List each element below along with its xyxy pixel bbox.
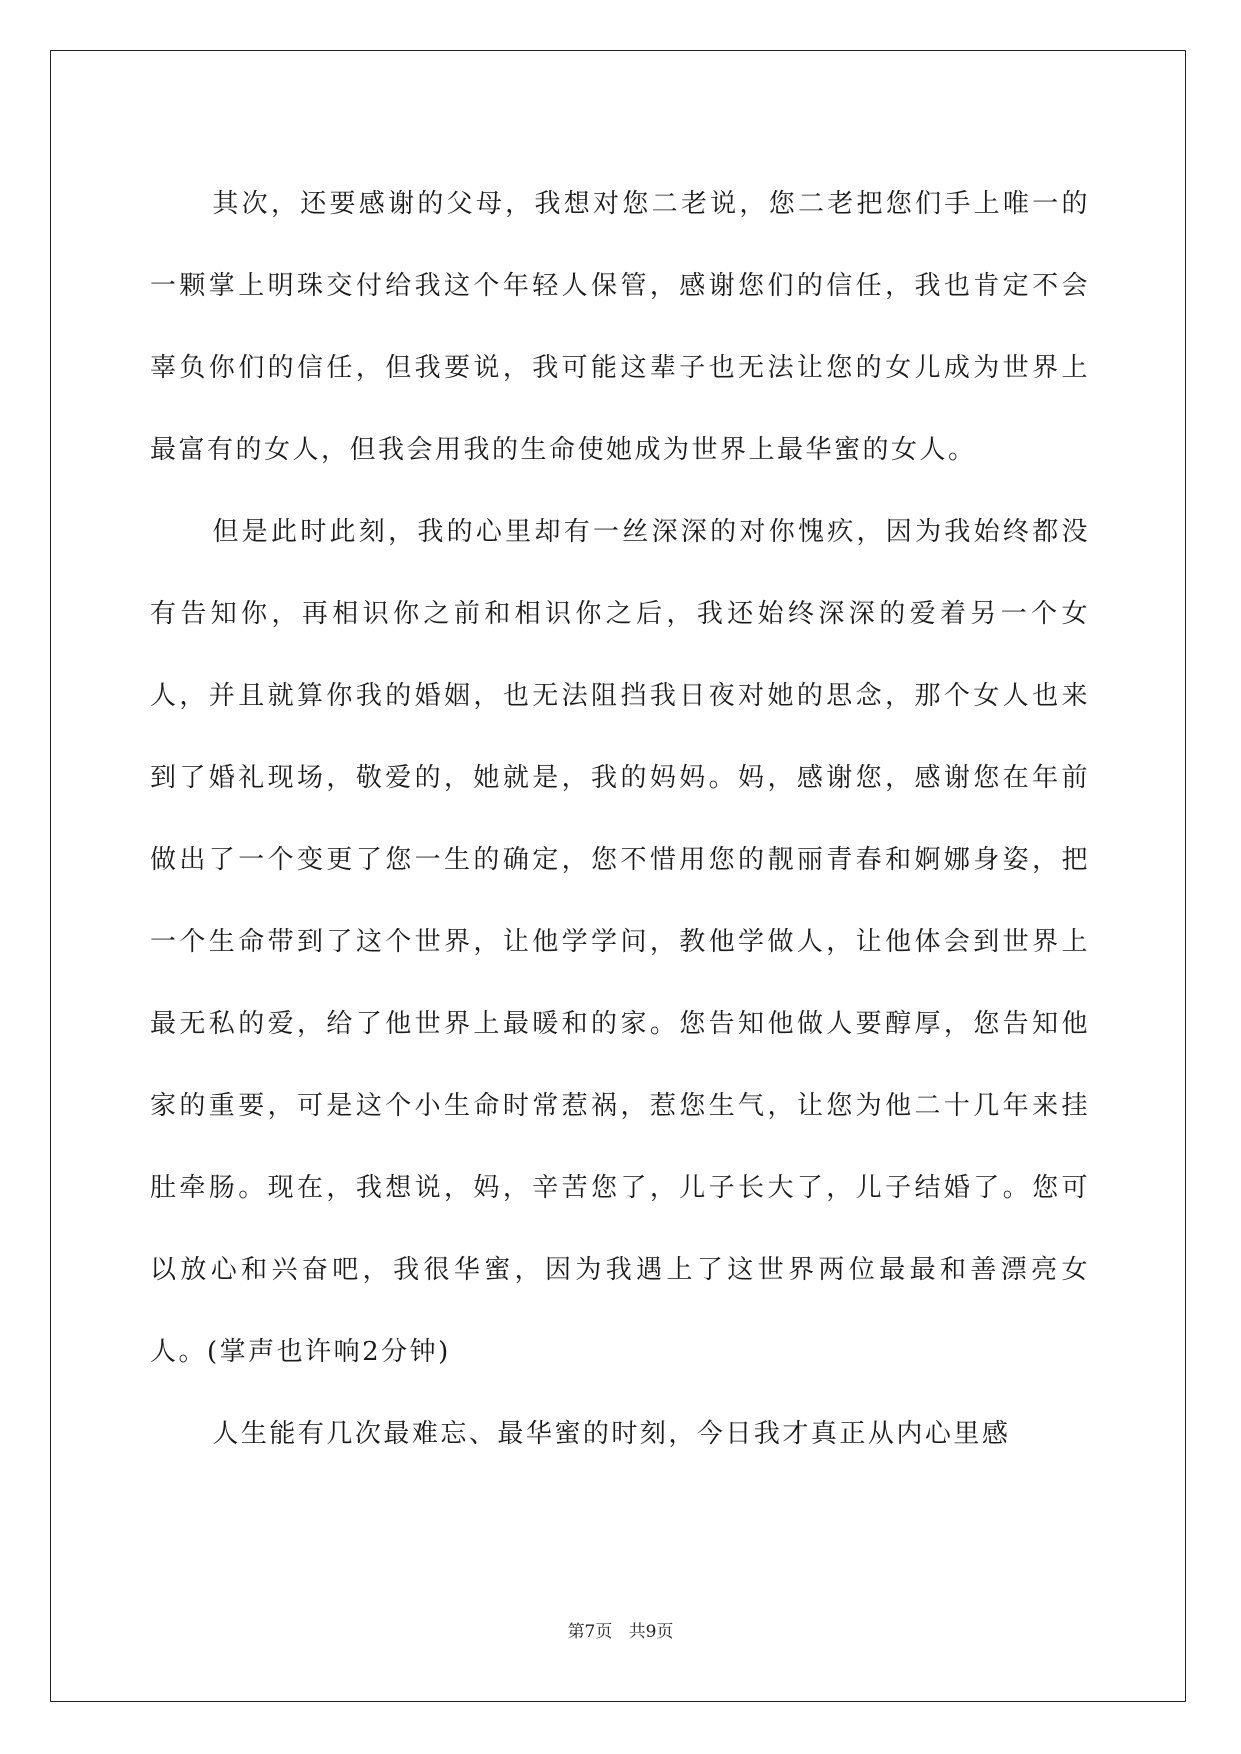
paragraph-closing: 人生能有几次最难忘、最华蜜的时刻，今日我才真正从内心里感 — [212, 1419, 1011, 1449]
page-number: 第7页 — [567, 1622, 613, 1642]
page-footer — [0, 1617, 1241, 1642]
page-total: 共9页 — [628, 1622, 674, 1642]
footer-gap — [612, 1622, 628, 1642]
document-body — [150, 163, 1090, 1475]
paragraph-thanks-parents: 其次，还要感谢的父母，我想对您二老说，您二老把您们手上唯一的一颗掌上明珠交付给我这个年轻人保管，感谢您们的信任，我也肯定不会辜负你们的信任，但我要说，我可能这辈子也无法让您的女儿成为世界上最富有的女人，但我会用我的生命使她成为世界上最华蜜的女人。 — [150, 189, 1090, 465]
paragraph-thanks-mother: 但是此时此刻，我的心里却有一丝深深的对你愧疚，因为我始终都没有告知你，再相识你之前和相识你之后，我还始终深深的爱着另一个女人，并且就算你我的婚姻，也无法阻挡我日夜对她的思念，那个女人也来到了婚礼现场，敬爱的，她就是，我的妈妈。妈，感谢您，感谢您在年前做出了一个变更了您一生的确定，您不惜用您的靓丽青春和婀娜身姿，把一个生命带到了这个世界，让他学学问，教他学做人，让他体会到世界上最无私的爱，给了他世界上最暖和的家。您告知他做人要醇厚，您告知他家的重要，可是这个小生命时常惹祸，惹您生气，让您为他二十几年来挂肚牵肠。现在，我想说，妈，辛苦您了，儿子长大了，儿子结婚了。您可以放心和兴奋吧，我很华蜜，因为我遇上了这世界两位最最和善漂亮女人。(掌声也许响2分钟) — [150, 517, 1090, 1367]
